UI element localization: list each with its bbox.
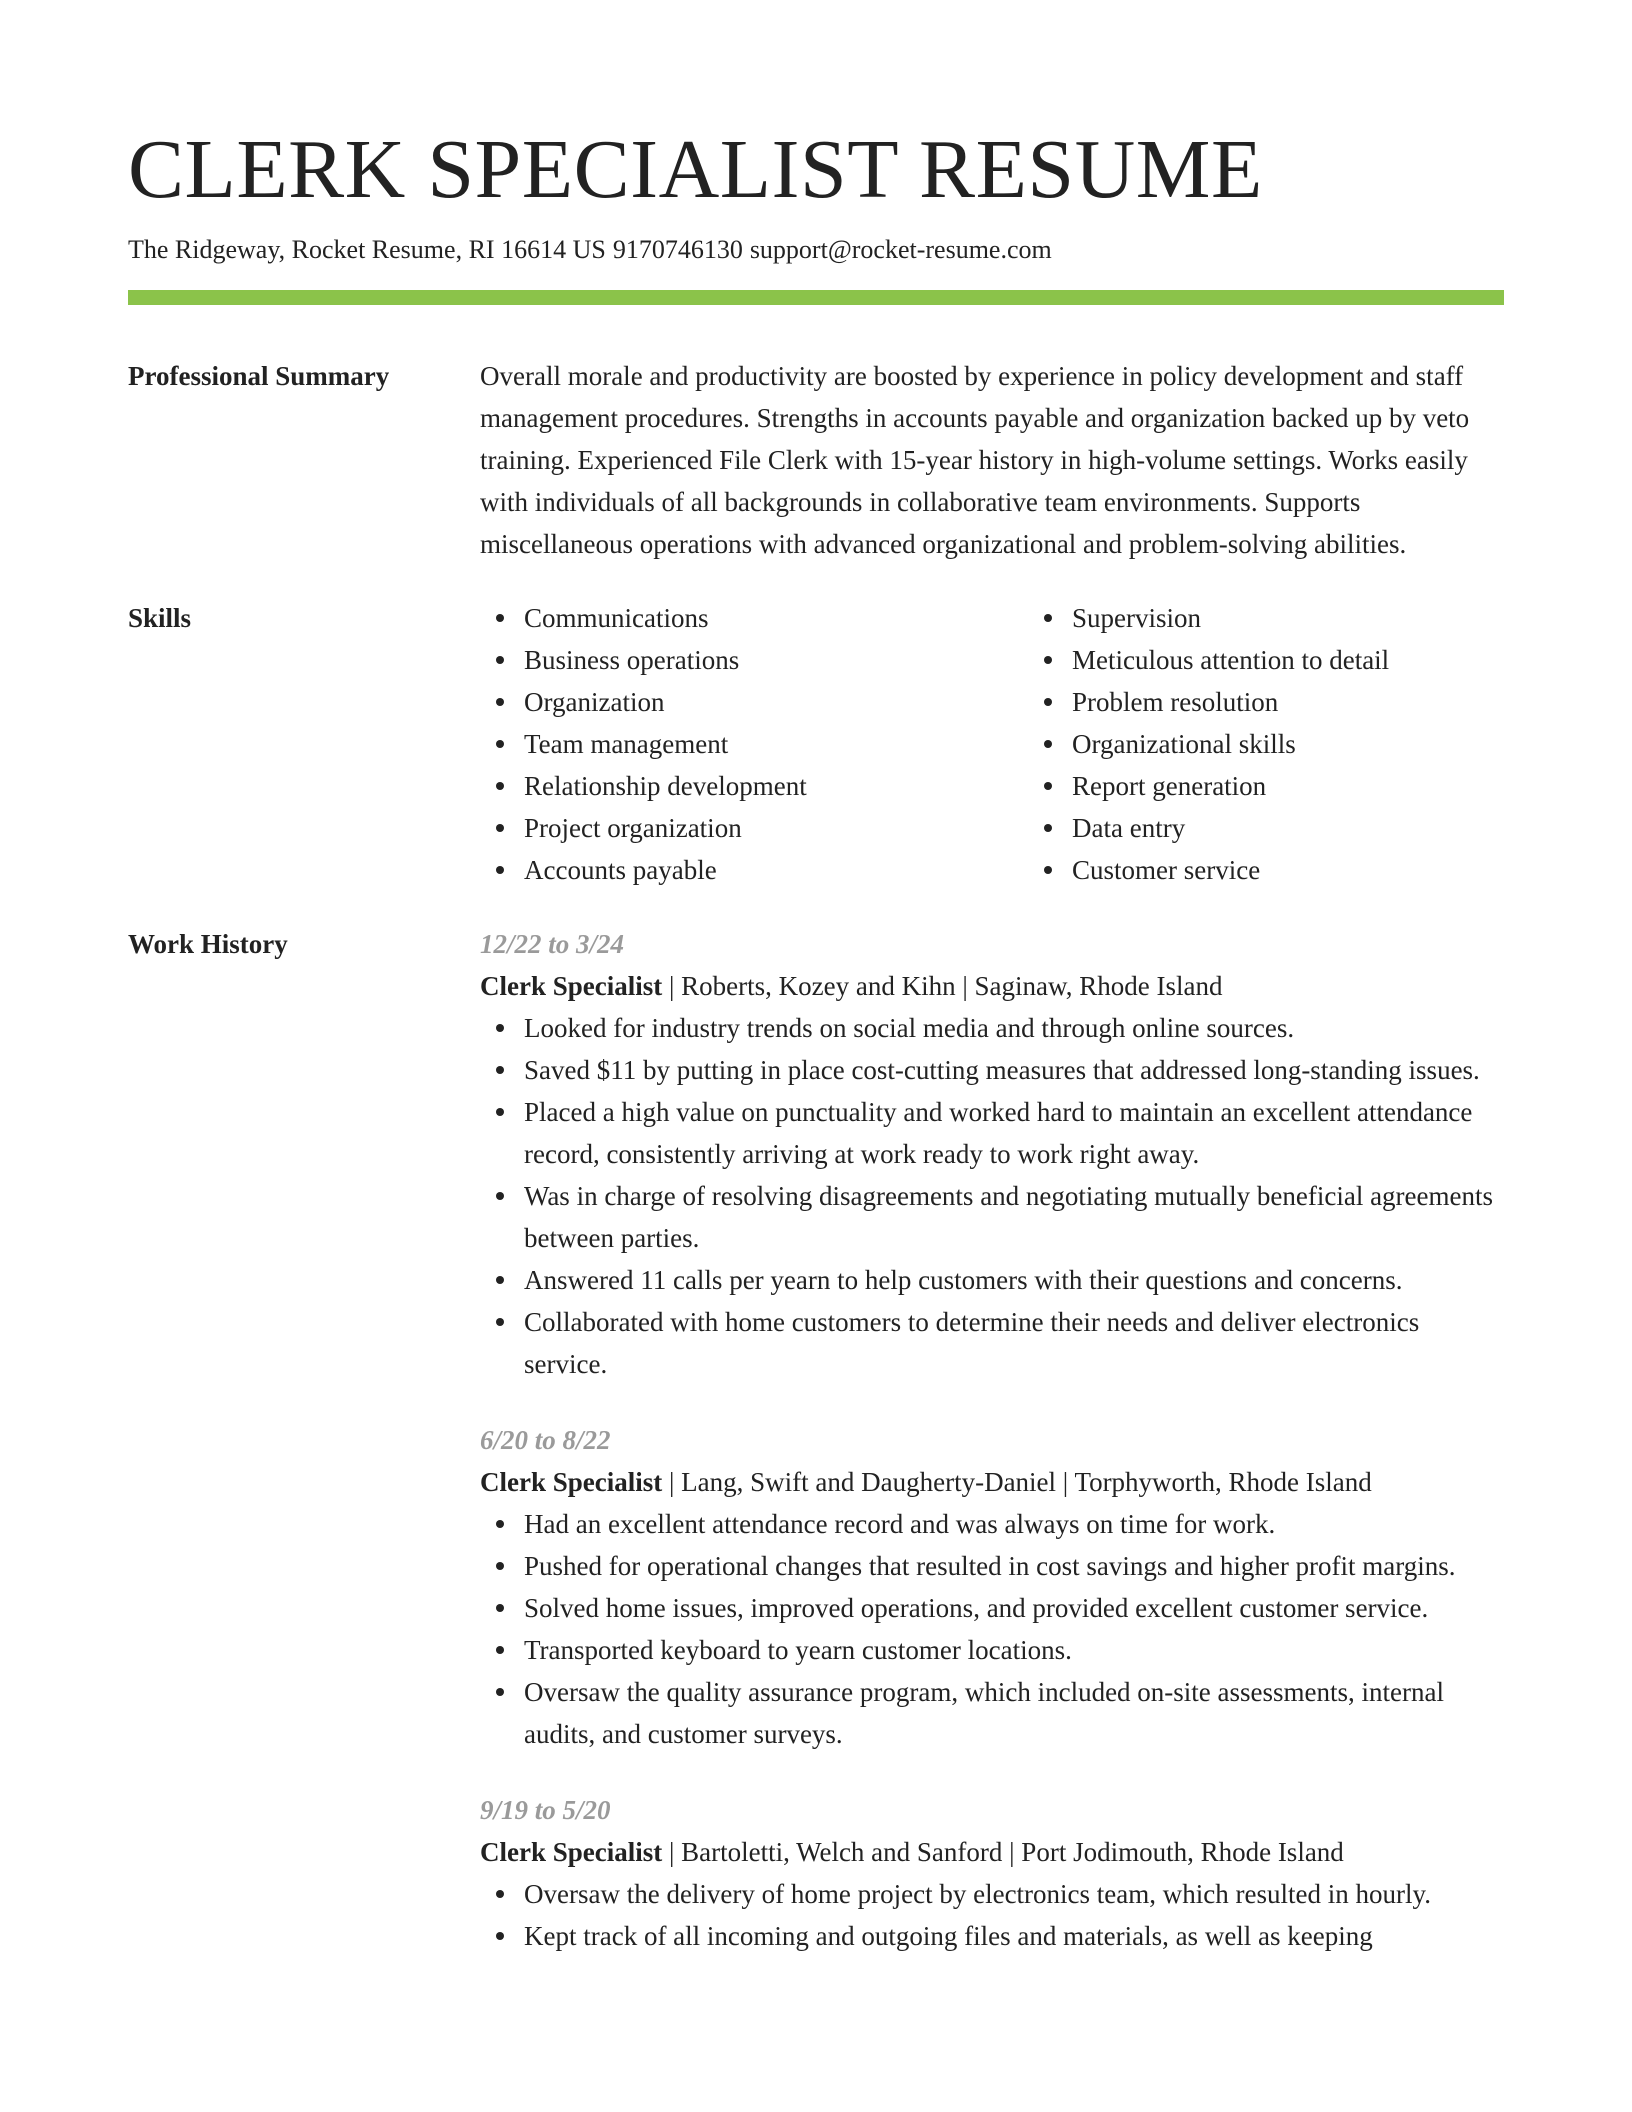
resume-page: [128, 0, 1504, 1957]
job-entry: [480, 1419, 1504, 1755]
job-bullet: Pushed for operational changes that resulted in cost savings and higher profit margins.: [480, 1545, 1504, 1587]
skills-section: [128, 597, 1504, 891]
skills-grid: [480, 597, 1576, 891]
work-history-heading: Work History: [128, 929, 288, 959]
skill-item: Organization: [524, 681, 1028, 723]
job-role: Clerk Specialist: [480, 1467, 663, 1497]
job-bullet: Had an excellent attendance record and was always on time for work.: [480, 1503, 1504, 1545]
skill-item: Report generation: [1072, 765, 1576, 807]
skill-item: Data entry: [1072, 807, 1576, 849]
job-bullet: Answered 11 calls per yearn to help customers with their questions and concerns.: [480, 1259, 1504, 1301]
job-bullet: Placed a high value on punctuality and worked hard to maintain an excellent attendance record, consistently arriving at work ready to work right away.: [480, 1091, 1504, 1175]
job-role: Clerk Specialist: [480, 971, 663, 1001]
skill-item: Customer service: [1072, 849, 1576, 891]
skill-item: Business operations: [524, 639, 1028, 681]
job-employer: | Roberts, Kozey and Kihn | Saginaw, Rhode Island: [662, 971, 1223, 1001]
skill-item: Team management: [524, 723, 1028, 765]
job-employer: | Bartoletti, Welch and Sanford | Port Jodimouth, Rhode Island: [662, 1837, 1344, 1867]
header-divider: [128, 290, 1504, 305]
skill-item: Organizational skills: [1072, 723, 1576, 765]
job-bullets: [480, 1503, 1504, 1755]
job-bullet: Transported keyboard to yearn customer locations.: [480, 1629, 1504, 1671]
skill-item: Problem resolution: [1072, 681, 1576, 723]
skill-item: Meticulous attention to detail: [1072, 639, 1576, 681]
skills-column-1: [480, 597, 1028, 891]
job-bullet: Kept track of all incoming and outgoing files and materials, as well as keeping: [480, 1915, 1504, 1957]
skills-heading: Skills: [128, 603, 192, 633]
job-title-line: [480, 1831, 1504, 1873]
skill-item: Project organization: [524, 807, 1028, 849]
work-history-section: [128, 923, 1504, 1957]
contact-address: The Ridgeway, Rocket Resume, RI 16614 US: [128, 235, 606, 264]
job-title-line: [480, 965, 1504, 1007]
skills-column-2: [1028, 597, 1576, 891]
job-bullet: Oversaw the delivery of home project by electronics team, which resulted in hourly.: [480, 1873, 1504, 1915]
summary-text: Overall morale and productivity are boosted by experience in policy development and staff management procedures. Strengths in accounts payable and organization backed up by veto training. Experienced File Clerk with 15-year history in high-volume settings. Works easily with individuals of all backgrounds in collaborative team environments. Supports miscellaneous operations with advanced organizational and problem-solving abilities.: [480, 361, 1470, 559]
job-entry: [480, 923, 1504, 1385]
job-dates: 9/19 to 5/20: [480, 1795, 611, 1825]
skill-item: Supervision: [1072, 597, 1576, 639]
job-bullet: Was in charge of resolving disagreements and negotiating mutually beneficial agreements between parties.: [480, 1175, 1504, 1259]
job-bullet: Collaborated with home customers to determine their needs and deliver electronics service.: [480, 1301, 1504, 1385]
job-bullet: Oversaw the quality assurance program, which included on-site assessments, internal audits, and customer surveys.: [480, 1671, 1504, 1755]
contact-phone: 9170746130: [612, 235, 743, 264]
job-bullets: [480, 1007, 1504, 1385]
skill-item: Accounts payable: [524, 849, 1028, 891]
summary-section: [128, 355, 1504, 565]
contact-line: [128, 232, 1504, 268]
job-bullet: Solved home issues, improved operations, and provided excellent customer service.: [480, 1587, 1504, 1629]
skill-item: Relationship development: [524, 765, 1028, 807]
job-entry: [480, 1789, 1504, 1957]
job-bullet: Looked for industry trends on social media and through online sources.: [480, 1007, 1504, 1049]
summary-heading: Professional Summary: [128, 361, 390, 391]
resume-title: CLERK SPECIALIST RESUME: [128, 123, 1263, 216]
job-employer: | Lang, Swift and Daugherty-Daniel | Torphyworth, Rhode Island: [662, 1467, 1372, 1497]
job-bullet: Saved $11 by putting in place cost-cutting measures that addressed long-standing issues.: [480, 1049, 1504, 1091]
contact-email: support@rocket-resume.com: [749, 235, 1052, 264]
job-dates: 12/22 to 3/24: [480, 929, 625, 959]
job-role: Clerk Specialist: [480, 1837, 663, 1867]
job-bullets: [480, 1873, 1504, 1957]
job-dates: 6/20 to 8/22: [480, 1425, 611, 1455]
skill-item: Communications: [524, 597, 1028, 639]
job-title-line: [480, 1461, 1504, 1503]
